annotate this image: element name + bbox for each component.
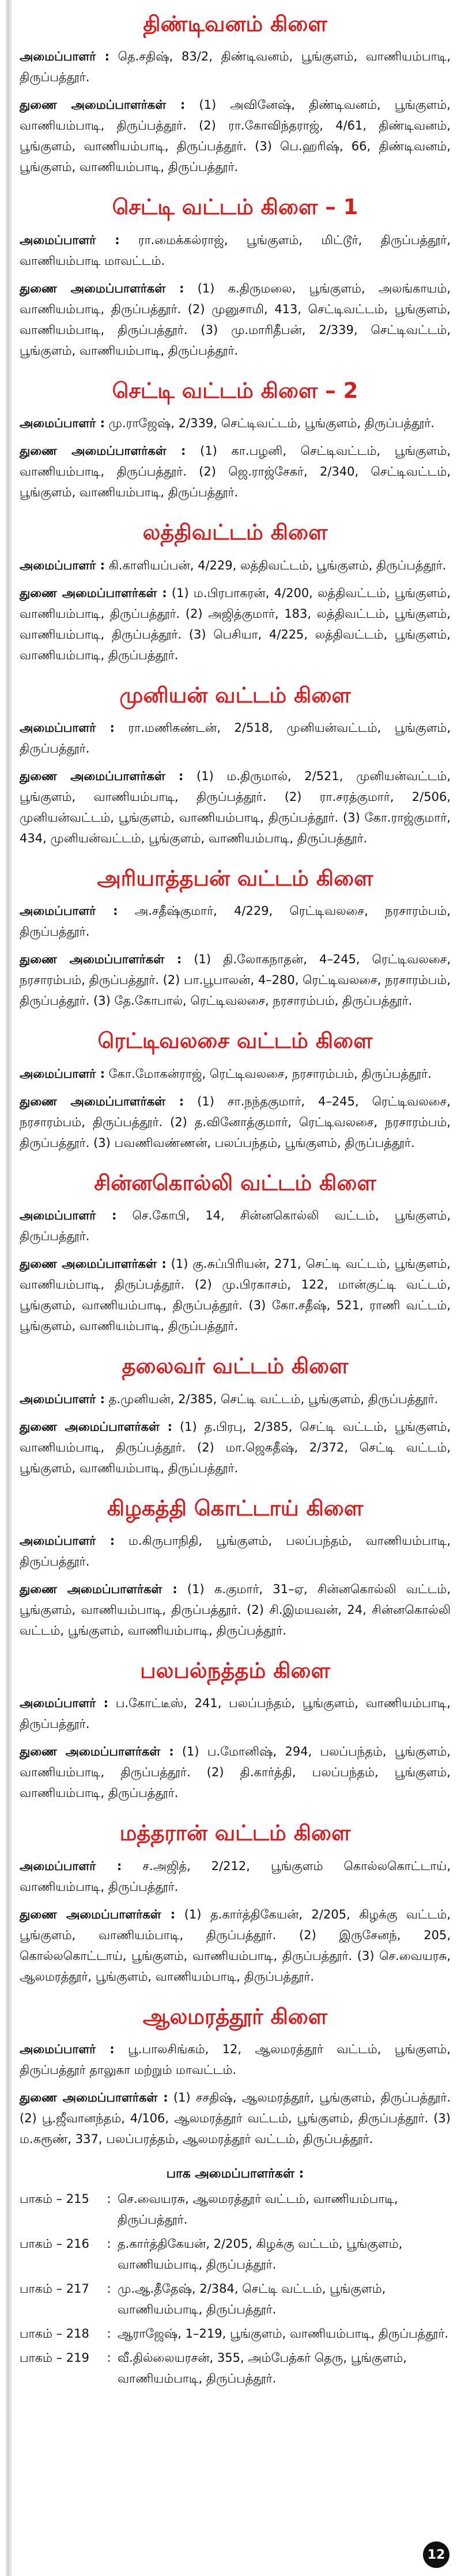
deputies-line [20, 278, 451, 361]
organizer-line [20, 901, 451, 942]
left-margin-rule [6, 0, 12, 2576]
paga-text: மு.ஆ.தீதேஷ், 2/384, செட்டி வட்டம், பூங்குளம், வாணியம்பாடி, திருப்பத்தூர். [118, 2282, 386, 2317]
deputies-line [20, 1091, 451, 1153]
organizer-label: அமைப்பாளர் : [20, 1533, 115, 1548]
paga-number: பாகம் – 219 [20, 2351, 89, 2365]
organizer-text: தெ.சதிஷ், 83/2, திண்டிவனம், பூங்குளம், வாணியம்பாடி, திருப்பத்தூர். [20, 50, 451, 85]
organizer-line [20, 1205, 451, 1247]
paga-number: பாகம் – 218 [20, 2327, 89, 2341]
paga-number: பாகம் – 215 [20, 2192, 89, 2206]
deputies-label: துணை அமைப்பாளர்கள் : [20, 1094, 184, 1108]
organizer-text: கி.காளியப்பன், 4/229, லத்திவட்டம், பூங்குளம், திருப்பத்தூர். [104, 558, 447, 572]
organizer-label: அமைப்பாளர் : [20, 1696, 108, 1711]
organizer-text: ரா.மைக்கல்ராஜ், பூங்குளம், மிட்டூர், திருப்பத்தூர், வாணியம்பாடி மாவட்டம். [20, 233, 451, 268]
deputies-label: துணை அமைப்பாளர்கள் : [20, 1745, 174, 1759]
deputies-label: துணை அமைப்பாளர்கள் : [20, 586, 167, 600]
deputies-label: துணை அமைப்பாளர்கள் : [20, 444, 186, 458]
deputies-text: (1) க.குமார், 31–ஏ, சின்னகொல்லி வட்டம், பூங்குளம், வாணியம்பாடி, திருப்பத்தூர். (2) சி.இமயவன், 24, சின்னகொல்லி வட்டம், பூங்குளம், வாணியம்பாடி, திருப்பத்தூர். [20, 1582, 451, 1637]
organizer-text: அ.சதீஷ்குமார், 4/229, ரெட்டிவலசை, நரசாரம்பம், திருப்பத்தூர். [20, 904, 451, 939]
paga-separator: : [107, 2192, 111, 2206]
deputies-label: துணை அமைப்பாளர்கள் : [20, 281, 184, 295]
branch-section [20, 378, 451, 503]
branch-section [20, 1171, 451, 1336]
branch-section [20, 866, 451, 1011]
branch-title: கிழகத்தி கொட்டாய் கிளை [107, 1495, 364, 1521]
organizer-line [20, 1389, 451, 1409]
deputies-line [20, 94, 451, 177]
paga-number: பாகம் – 216 [20, 2237, 89, 2251]
deputies-text: (1) க.திருமலை, பூங்குளம், அலங்காயம், வாணியம்பாடி, திருப்பத்தூர். (2) முனுசாமி, 413, செட்டிவட்டம், பூங்குளம், வாணியம்பாடி, திருப்பத்தூர். (3) மு.மாரிதீபன், 2/339, செட்டிவட்டம், பூங்குளம், வாணியம்பாடி, திருப்பத்தூர். [20, 281, 451, 358]
deputies-line [20, 440, 451, 503]
organizer-label: அமைப்பாளர் : [20, 1392, 105, 1406]
organizer-label: அமைப்பாளர் : [20, 558, 105, 572]
organizer-line [20, 717, 451, 759]
paga-row [20, 2278, 451, 2320]
deputies-text: (1) சா.நந்தகுமார், 4–245, ரெட்டிவலசை, நரசாரம்பம், திருப்பத்தூர். (2) த.வினோத்குமார், ரெட்டிவலசை, நரசாரம்பம், திருப்பத்தூர். (3) பவணிவண்ணன், பலப்பந்தம், பூங்குளம், திருப்பத்தூர். [20, 1094, 451, 1150]
branch-title: செட்டி வட்டம் கிளை – 2 [112, 378, 358, 403]
page-number-badge: 12 [423, 2541, 449, 2568]
branch-title: திண்டிவனம் கிளை [143, 12, 327, 36]
branch-title: ரெட்டிவலசை வட்டம் கிளை [97, 1028, 373, 1054]
deputies-label: துணை அமைப்பாளர்கள் : [20, 1907, 176, 1921]
deputies-line [20, 583, 451, 666]
organizer-label: அமைப்பாளர் : [20, 2042, 115, 2057]
branch-title: அரியாத்தபன் வட்டம் கிளை [97, 865, 373, 891]
organizer-label: அமைப்பாளர் : [20, 1209, 117, 1223]
branch-section [20, 1658, 451, 1803]
deputies-text: (1) ம.பிரபாகரன், 4/200, லத்திவட்டம், பூங்குளம், வாணியம்பாடி, திருப்பத்தூர். (2) அஜித்குமார், 183, லத்திவட்டம், பூங்குளம், வாணியம்பாடி, திருப்பத்தூர். (3) பெசியா, 4/225, லத்திவட்டம், பூங்குளம், வாணியம்பாடி, திருப்பத்தூர். [20, 586, 451, 662]
organizer-text: கோ.மோகன்ராஜ், ரெட்டிவலசை, நரசாரம்பம், திருப்பத்தூர். [104, 1066, 432, 1081]
organizer-line [20, 230, 451, 271]
branch-title: சின்னகொல்லி வட்டம் கிளை [94, 1170, 376, 1195]
organizer-text: மு.ராஜேஷ், 2/339, செட்டிவட்டம், பூங்குளம், திருப்பத்தூர். [104, 416, 435, 431]
paga-row [20, 2347, 451, 2389]
paga-text: த.கார்த்திகேயன், 2/205, கிழக்கு வட்டம், பூங்குளம், வாணியம்பாடி, திருப்பத்தூர். [118, 2237, 403, 2272]
deputies-label: துணை அமைப்பாளர்கள் : [20, 1257, 167, 1271]
paga-number: பாகம் – 217 [20, 2282, 89, 2296]
organizer-text: ப.கோட்டீஸ், 241, பலப்பந்தம், பூங்குளம், வாணியம்பாடி, திருப்பத்தூர். [20, 1696, 451, 1731]
organizer-text: செ.கோபி, 14, சின்னகொல்லி வட்டம், பூங்குளம், திருப்பத்தூர். [20, 1209, 451, 1244]
paga-row [20, 2189, 451, 2230]
organizer-line [20, 555, 451, 576]
organizer-label: அமைப்பாளர் : [20, 233, 120, 247]
deputies-label: துணை அமைப்பாளர்கள் : [20, 1419, 173, 1434]
organizer-label: அமைப்பாளர் : [20, 416, 105, 431]
organizer-text: பூ.பாலசிங்கம், 12, ஆலமரத்தூர் வட்டம், பூங்குளம், திருப்பத்தூர் தாலுகா மற்றும் மாவட்டம். [20, 2042, 451, 2077]
branch-title: ஆலமரத்தூர் கிளை [142, 2004, 328, 2029]
paga-heading: பாக அமைப்பாளர்கள் : [166, 2167, 304, 2182]
deputies-line [20, 949, 451, 1011]
paga-row [20, 2323, 451, 2344]
paga-separator: : [107, 2237, 111, 2251]
paga-organizers [20, 2167, 451, 2389]
branch-title: பலபல்நத்தம் கிளை [140, 1658, 330, 1683]
paga-text: செ.வையரசு, ஆலமரத்தூர் வட்டம், வாணியம்பாடி, திருப்பத்தூர். [118, 2192, 398, 2227]
organizer-line [20, 1530, 451, 1572]
deputies-line [20, 1741, 451, 1803]
deputies-text: (1) அவினேஷ், திண்டிவனம், பூங்குளம், வாணியம்பாடி, திருப்பத்தூர். (2) ரா.கோவிந்தராஜ், 4/61, திண்டிவனம், பூங்குளம், வாணியம்பாடி, திருப்பத்தூர். (3) பெ.ஹரிஷ், 66, திண்டிவனம், பூங்குளம், வாணியம்பாடி, திருப்பத்தூர். [20, 98, 451, 174]
paga-separator: : [107, 2351, 111, 2365]
organizer-line [20, 1063, 451, 1084]
deputies-label: துணை அமைப்பாளர்கள் : [20, 98, 186, 112]
organizer-label: அமைப்பாளர் : [20, 1066, 105, 1081]
organizer-label: அமைப்பாளர் : [20, 50, 109, 64]
branch-section [20, 2004, 451, 2149]
deputies-line [20, 766, 451, 849]
branch-section [20, 1821, 451, 1986]
deputies-line [20, 1579, 451, 1641]
branch-section [20, 1354, 451, 1478]
deputies-line [20, 2087, 451, 2149]
organizer-line [20, 413, 451, 434]
deputies-text: (1) த.கார்த்திகேயன், 2/205, கிழக்கு வட்டம், பூங்குளம், வாணியம்பாடி, திருப்பத்தூர். (2) இருசேனந், 205, கொல்லகொட்டாய், பூங்குளம், வாணியம்பாடி, திருப்பத்தூர். (3) செ.வையரசு, ஆலமரத்தூர், பூங்குளம், வாணியம்பாடி, திருப்பத்தூர். [20, 1907, 451, 1984]
deputies-text: (1) சசதிஷ், ஆலமரத்தூர், பூங்குளம், திருப்பத்தூர். (2) பூ.ஜீவானந்தம், 4/106, ஆலமரத்தூர் வட்டம், பூங்குளம், திருப்பத்தூர். (3) ம.கரூண், 337, பலப்பரத்தம், ஆலமரத்தூர் வட்டம், திருப்பத்தூர். [20, 2091, 451, 2146]
paga-text: ஆராஜேஷ், 1–219, பூங்குளம், வாணியம்பாடி, திருப்பத்தூர். [118, 2327, 449, 2341]
paga-row [20, 2233, 451, 2275]
organizer-text: த.முனியன், 2/385, செட்டி வட்டம், பூங்குளம், திருப்பத்தூர். [104, 1392, 439, 1406]
organizer-label: அமைப்பாளர் : [20, 720, 115, 735]
deputies-line [20, 1904, 451, 1987]
organizer-label: அமைப்பாளர் : [20, 1859, 122, 1873]
branch-list [20, 12, 451, 2149]
paga-text: வீ.தில்லையரசன், 355, அம்பேத்கர் தெரு, பூங்குளம், வாணியம்பாடி, திருப்பத்தூர். [118, 2351, 407, 2386]
branch-section [20, 683, 451, 849]
deputies-label: துணை அமைப்பாளர்கள் : [20, 952, 182, 967]
branch-section [20, 12, 451, 177]
deputies-text: (1) ம.திருமால், 2/521, முனியன்வட்டம், பூங்குளம், வாணியம்பாடி, திருப்பத்தூர். (2) ரா.சரத்குமார், 2/506, முனியன்வட்டம், பூங்குளம், வாணியம்பாடி, திருப்பத்தூர். (3) கோ.ராஜ்குமார், 434, முனியன்வட்டம், பூங்குளம், வாணியம்பாடி, திருப்பத்தூர். [20, 769, 451, 845]
paga-separator: : [107, 2327, 111, 2341]
organizer-line [20, 46, 451, 88]
deputies-label: துணை அமைப்பாளர்கள் : [20, 769, 184, 783]
branch-title: லத்திவட்டம் கிளை [142, 520, 328, 545]
branch-section [20, 195, 451, 360]
deputies-line [20, 1416, 451, 1479]
deputies-label: துணை அமைப்பாளர்கள் : [20, 1582, 177, 1596]
deputies-text: (1) தி.லோகநாதன், 4–245, ரெட்டிவலசை, நரசாரம்பம், திருப்பத்தூர். (2) பா.பூபாலன், 4–280, ரெட்டிவலசை, நரசாரம்பம், திருப்பத்தூர். (3) தே.கோபால், ரெட்டிவலசை, நரசாரம்பம், திருப்பத்தூர். [20, 952, 451, 1008]
organizer-text: ரா.மணிகண்டன், 2/518, முனியன்வட்டம், பூங்குளம், திருப்பத்தூர். [20, 720, 451, 755]
branch-section [20, 1028, 451, 1153]
organizer-line [20, 1693, 451, 1734]
deputies-text: (1) கா.பழனி, செட்டிவட்டம், பூங்குளம், வாணியம்பாடி, திருப்பத்தூர். (2) ஜெ.ராஜ்சேகர், 2/340, செட்டிவட்டம், பூங்குளம், வாணியம்பாடி, திருப்பத்தூர். [20, 444, 451, 500]
organizer-text: ம.கிருபாநிதி, பூங்குளம், பலப்பந்தம், வாணியம்பாடி, திருப்பத்தூர். [20, 1533, 451, 1568]
branch-title: மத்தரான் வட்டம் கிளை [119, 1821, 351, 1846]
deputies-text: (1) த.பிரபு, 2/385, செட்டி வட்டம், பூங்குளம், வாணியம்பாடி, திருப்பத்தூர். (2) மா.ஜெகதீஷ், 2/372, செட்டி வட்டம், பூங்குளம், வாணியம்பாடி, திருப்பத்தூர். [20, 1419, 451, 1475]
paga-rows [20, 2189, 451, 2389]
deputies-text: (1) ப.மோனிஷ், 294, பலப்பந்தம், பூங்குளம், வாணியம்பாடி, திருப்பத்தூர். (2) தி.கார்த்தி, பலப்பந்தம், பூங்குளம், வாணியம்பாடி, திருப்பத்தூர். [20, 1745, 451, 1800]
organizer-label: அமைப்பாளர் : [20, 904, 118, 918]
paga-separator: : [107, 2282, 111, 2296]
branch-title: முனியன் வட்டம் கிளை [119, 682, 351, 708]
organizer-line [20, 2039, 451, 2080]
organizer-line [20, 1856, 451, 1897]
branch-section [20, 1496, 451, 1641]
branch-title: தலைவர் வட்டம் கிளை [122, 1354, 349, 1379]
deputies-label: துணை அமைப்பாளர்கள் : [20, 2091, 168, 2105]
branch-title: செட்டி வட்டம் கிளை – 1 [112, 195, 358, 220]
organizer-text: ச.அஜித், 2/212, பூங்குளம் கொல்லகொட்டாய், வாணியம்பாடி, திருப்பத்தூர். [20, 1859, 451, 1894]
deputies-text: (1) கு.சுப்பிரியன், 271, செட்டி வட்டம், பூங்குளம், வாணியம்பாடி, திருப்பத்தூர். (2) மு.பிரகாசம், 122, மான்குட்டி வட்டம், பூங்குளம், வாணியம்பாடி, திருப்பத்தூர். (3) கோ.சதீஷ், 521, ராணி வட்டம், பூங்குளம், வாணியம்பாடி, திருப்பத்தூர். [20, 1257, 451, 1333]
branch-section [20, 520, 451, 665]
deputies-line [20, 1253, 451, 1336]
